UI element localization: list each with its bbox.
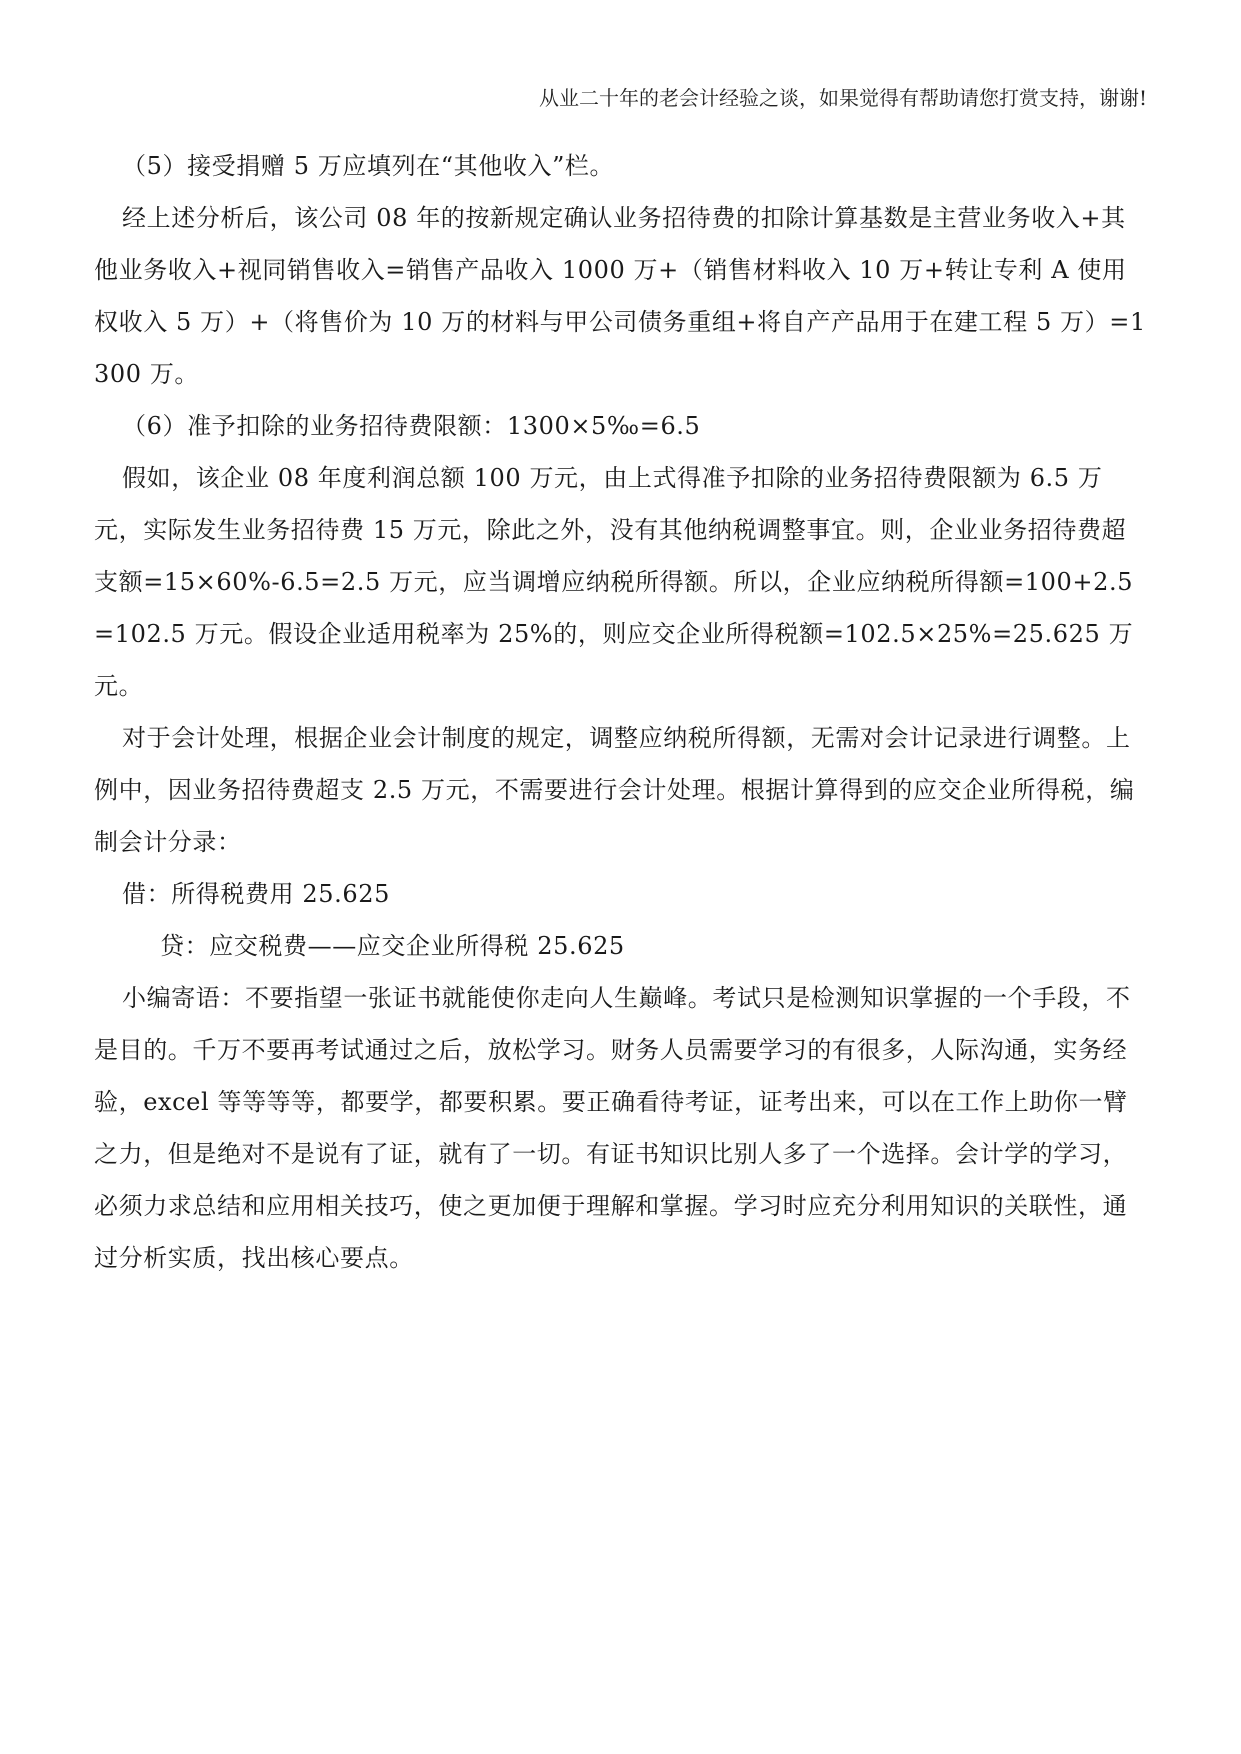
paragraph-example-calculation: 假如，该企业 08 年度利润总额 100 万元，由上式得准予扣除的业务招待费限额为 6.5 万元，实际发生业务招待费 15 万元，除此之外，没有其他纳税调整事宜。则，企业业务招待费超支额=15×60%-6.5=2.5 万元，应当调增应纳税所得额。所以，企业应纳税所得额=100+2.5=102.5 万元。假设企业适用税率为 25%的，则应交企业所得税额=102.5×25%=25.625 万元。 (94, 464, 1134, 700)
paragraph-item-5-donation: （5）接受捐赠 5 万应填列在“其他收入”栏。 (122, 152, 615, 180)
paragraph-accounting-treatment: 对于会计处理，根据企业会计制度的规定，调整应纳税所得额，无需对会计记录进行调整。上例中，因业务招待费超支 2.5 万元，不需要进行会计处理。根据计算得到的应交企业所得税，编制会计分录： (94, 724, 1135, 856)
paragraph-item-6-limit: （6）准予扣除的业务招待费限额：1300×5‰=6.5 (122, 412, 701, 440)
document-body (94, 140, 1146, 1284)
paragraph-editor-note: 小编寄语：不要指望一张证书就能使你走向人生巅峰。考试只是检测知识掌握的一个手段，不是目的。千万不要再考试通过之后，放松学习。财务人员需要学习的有很多，人际沟通，实务经验，excel 等等等等，都要学，都要积累。要正确看待考证，证考出来，可以在工作上助你一臂之力，但是绝对不是说有了证，就有了一切。有证书知识比别人多了一个选择。会计学的学习，必须力求总结和应用相关技巧，使之更加便于理解和掌握。学习时应充分利用知识的关联性，通过分析实质，找出核心要点。 (94, 984, 1131, 1272)
paragraph-calculation-base: 经上述分析后，该公司 08 年的按新规定确认业务招待费的扣除计算基数是主营业务收入+其他业务收入+视同销售收入=销售产品收入 1000 万+（销售材料收入 10 万+转让专利 A 使用权收入 5 万）+（将售价为 10 万的材料与甲公司债务重组+将自产产品用于在建工程 5 万）=1300 万。 (94, 204, 1146, 388)
journal-entry-debit: 借：所得税费用 25.625 (122, 880, 391, 908)
journal-entry-credit: 贷：应交税费——应交企业所得税 25.625 (160, 932, 625, 960)
header-note: 从业二十年的老会计经验之谈，如果觉得有帮助请您打赏支持，谢谢! (538, 86, 1147, 110)
